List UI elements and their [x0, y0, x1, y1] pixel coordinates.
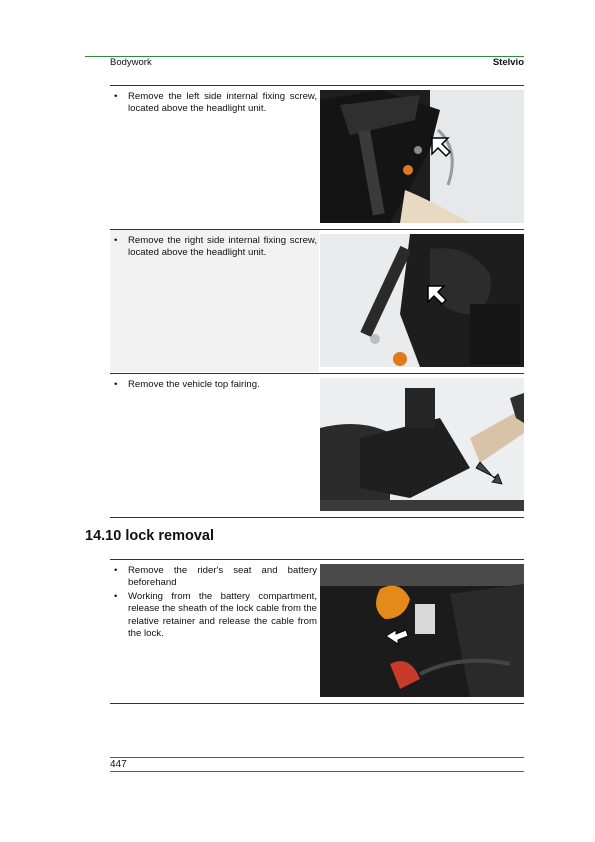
step-row-lock — [110, 560, 319, 702]
photo-top-fairing — [320, 378, 524, 511]
header-model: Stelvio — [492, 57, 524, 68]
photo-left-screw — [320, 90, 524, 223]
footer-rule-bottom — [110, 771, 524, 772]
section-title: 14.10 lock removal — [85, 528, 214, 544]
step-row-left-screw — [110, 86, 319, 228]
photo-right-screw — [320, 234, 524, 367]
header-section: Bodywork — [110, 57, 152, 68]
step-row-top-fairing — [110, 374, 319, 516]
step-bullet: • Remove the right side internal fixing screw, located above the headlight unit. — [114, 235, 317, 259]
page-number: 447 — [110, 759, 127, 770]
step-bullet: • Remove the left side internal fixing screw, located above the headlight unit. — [114, 91, 317, 115]
row-divider — [110, 517, 524, 518]
step-row-right-screw — [110, 230, 319, 372]
photo-lock-cable — [320, 564, 524, 697]
step-bullet: • Remove the rider's seat and battery beforehand — [114, 565, 317, 589]
footer-rule-top — [110, 757, 524, 758]
step-bullet: • Working from the battery compartment, release the sheath of the lock cable from the relative retainer and release the cable from the lock. — [114, 590, 317, 640]
step-bullet: • Remove the vehicle top fairing. — [114, 379, 260, 390]
row-divider — [110, 703, 524, 704]
